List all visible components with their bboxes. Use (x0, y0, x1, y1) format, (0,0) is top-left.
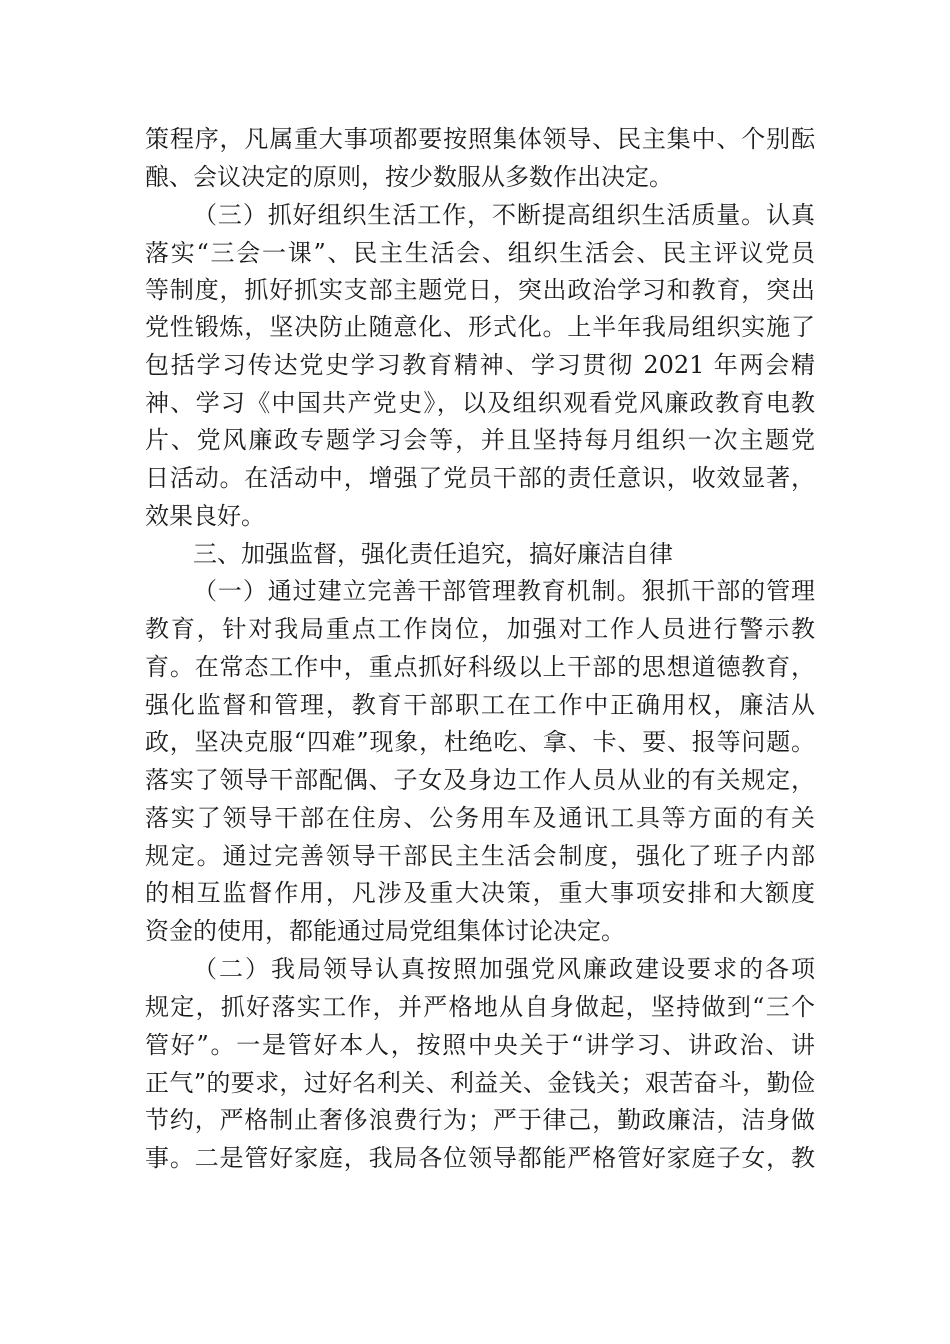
text-line: 酿、会议决定的原则，按少数服从多数作出决定。 (145, 163, 673, 191)
text-line: 党性锻炼，坚决防止随意化、形式化。上半年我局组织实施了 (145, 313, 815, 341)
text-line: 强化监督和管理，教育干部职工在工作中正确用权，廉洁从 (145, 691, 815, 719)
text-line: 规定。通过完善领导干部民主生活会制度，强化了班子内部 (145, 842, 815, 870)
text-line: 策程序，凡属重大事项都要按照集体领导、民主集中、个别酝 (145, 125, 815, 153)
text-line: 日活动。在活动中，增强了党员干部的责任意识，收效显著， (145, 464, 815, 492)
text-line: 正气”的要求，过好名利关、利益关、金钱关；艰苦奋斗，勤俭 (145, 1069, 815, 1097)
text-line: 等制度，抓好抓实支部主题党日，突出政治学习和教育，突出 (145, 276, 815, 304)
section-heading: 三、加强监督，强化责任追究，搞好廉洁自律 (193, 540, 673, 568)
text-line: 育。在常态工作中，重点抓好科级以上干部的思想道德教育， (145, 653, 815, 681)
text-line: 规定，抓好落实工作，并严格地从自身做起，坚持做到“三个 (145, 993, 815, 1021)
text-line: 教育，针对我局重点工作岗位，加强对工作人员进行警示教 (145, 615, 815, 643)
text-line: 节约，严格制止奢侈浪费行为；严于律己，勤政廉洁，洁身做 (145, 1106, 815, 1134)
paragraph-start-line: （一）通过建立完善干部管理教育机制。狠抓干部的管理 (193, 577, 815, 605)
text-line: 效果良好。 (145, 502, 265, 530)
text-line: 的相互监督作用，凡涉及重大决策，重大事项安排和大额度 (145, 879, 815, 907)
paragraph-start-line: （二）我局领导认真按照加强党风廉政建设要求的各项 (193, 955, 815, 983)
text-line: 落实了领导干部配偶、子女及身边工作人员从业的有关规定， (145, 766, 815, 794)
text-line: 落实了领导干部在住房、公务用车及通讯工具等方面的有关 (145, 804, 815, 832)
text-line: 神、学习《中国共产党史》，以及组织观看党风廉政教育电教 (145, 389, 815, 417)
text-line: 政，坚决克服“四难”现象，杜绝吃、拿、卡、要、报等问题。 (145, 728, 815, 756)
text-line: 包括学习传达党史学习教育精神、学习贯彻 2021 年两会精 (145, 351, 815, 379)
text-line: 片、党风廉政专题学习会等，并且坚持每月组织一次主题党 (145, 426, 815, 454)
text-line: 落实“三会一课”、民主生活会、组织生活会、民主评议党员 (145, 239, 815, 267)
text-line: 管好”。一是管好本人，按照中央关于“讲学习、讲政治、讲 (145, 1031, 815, 1059)
text-line: 资金的使用，都能通过局党组集体讨论决定。 (145, 917, 625, 945)
text-line: 事。二是管好家庭，我局各位领导都能严格管好家庭子女，教 (145, 1144, 815, 1172)
paragraph-start-line: （三）抓好组织生活工作，不断提高组织生活质量。认真 (193, 201, 815, 229)
